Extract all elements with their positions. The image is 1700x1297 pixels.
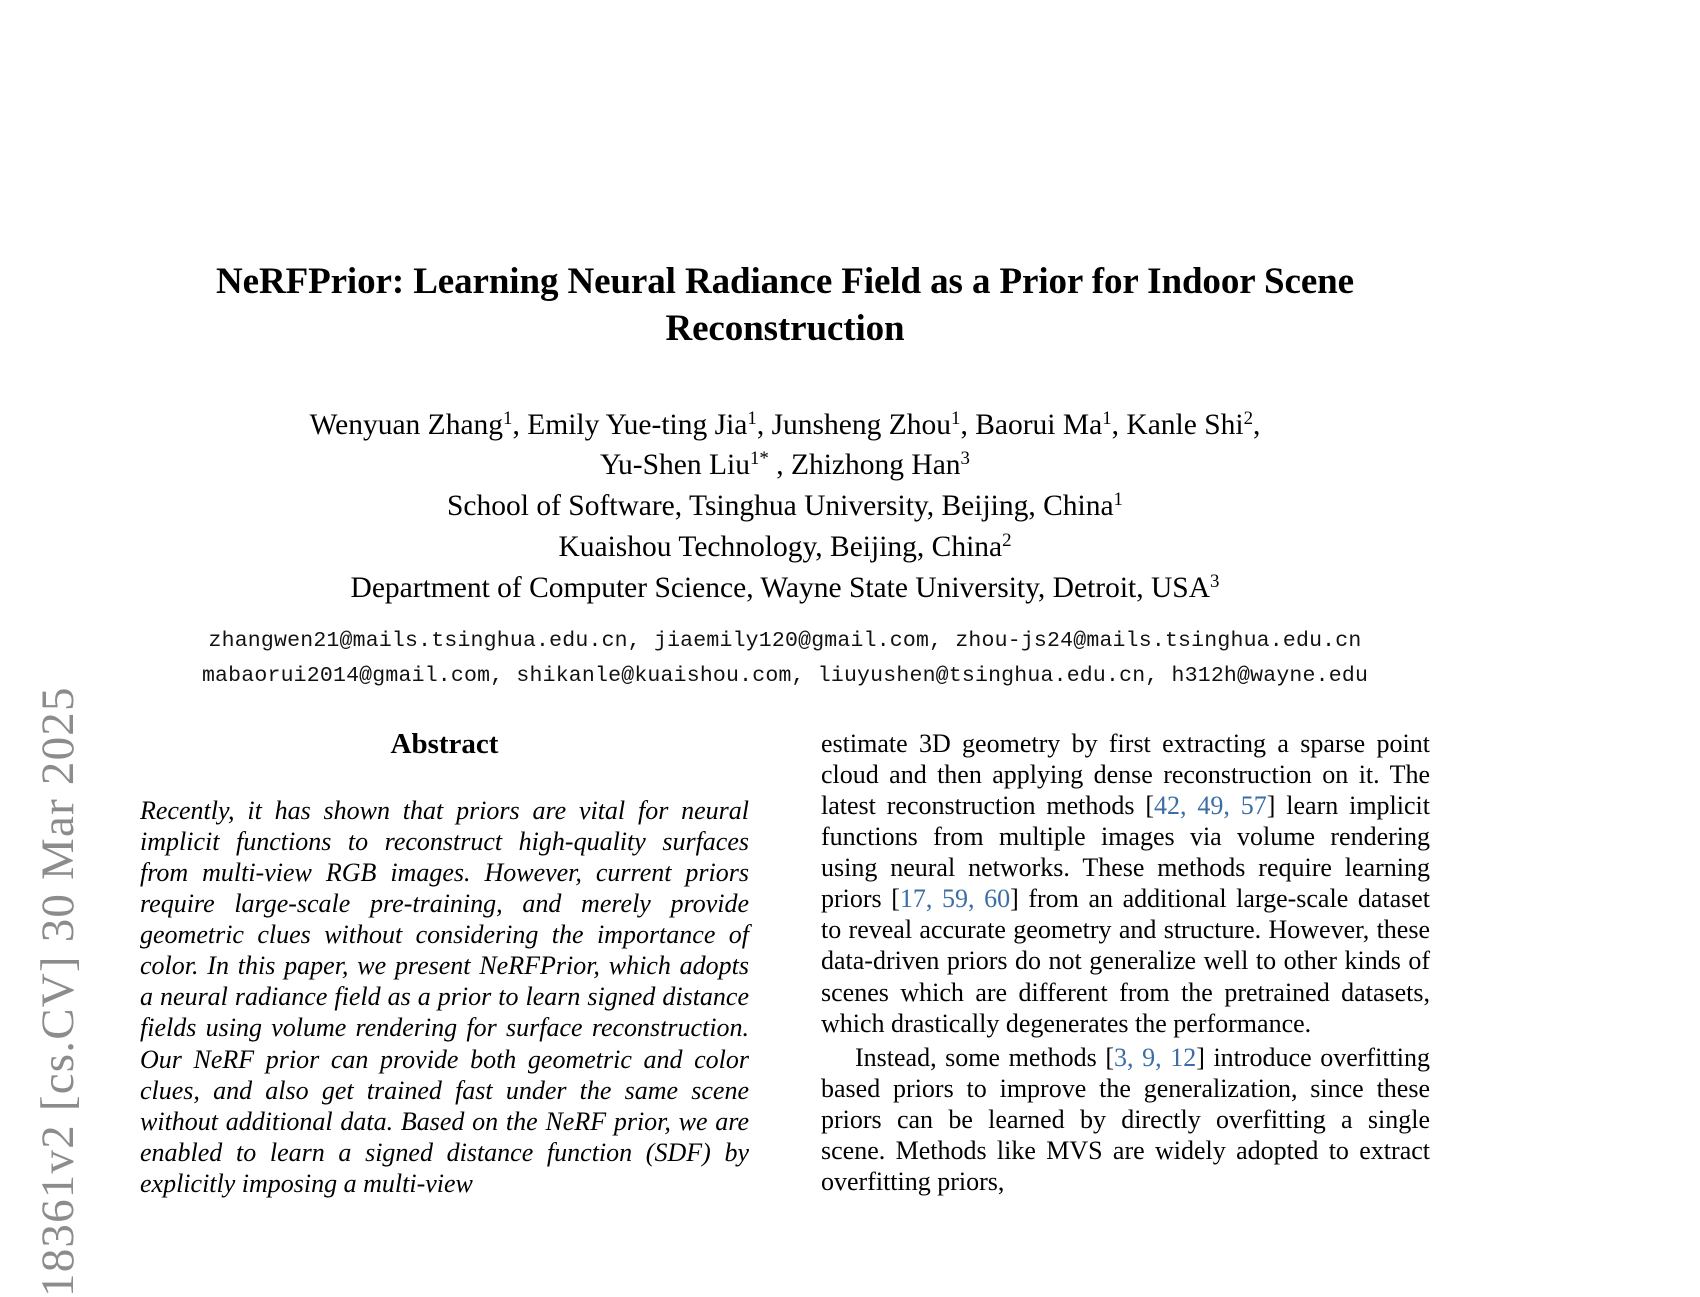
author-line-1: Wenyuan Zhang$^1$, Emily Yue-ting Jia$^1$, Junsheng Zhou$^1$, Baorui Ma$^1$, Kanle Shi$^2$, bbox=[309, 407, 1261, 441]
left-column bbox=[140, 728, 749, 1199]
paragraph-text: estimate 3D geometry by first extracting a sparse point cloud and then applying dense reconstruction on it. The latest reconstruction methods [ bbox=[821, 729, 1430, 821]
citation-link-42-49-57[interactable]: 42, 49, 57 bbox=[1153, 791, 1267, 821]
citation-link-3-9-12[interactable]: 3, 9, 12 bbox=[1114, 1042, 1197, 1072]
author-name: Wenyuan Zhang bbox=[309, 408, 504, 441]
paragraph-text: ] from an additional large-scale dataset to reveal accurate geometry and structure. However, these data-driven priors do not generalize well to other kinds of scenes which are different from the pretrained datasets, which drastically degenerates the performance. bbox=[821, 884, 1430, 1038]
arxiv-identifier-stamp: 18361v2 [cs.CV] 30 Mar 2025 bbox=[32, 686, 84, 1297]
author-affiliation-marker: 1 bbox=[951, 407, 961, 429]
author-affiliation-marker: 2 bbox=[1243, 407, 1253, 429]
author-affiliation-marker: 1 bbox=[747, 407, 757, 429]
author-name: Yu-Shen Liu bbox=[600, 449, 750, 482]
abstract-body: Recently, it has shown that priors are vital for neural implicit functions to reconstruct high-quality surfaces from multi-view RGB images. However, current priors require large-scale pre-training, and merely provide geometric clues without considering the importance of color. In this paper, we present NeRFPrior, which adopts a neural radiance field as a prior to learn signed distance fields using volume rendering for surface reconstruction. Our NeRF prior can provide both geometric and color clues, and also get trained fast under the same scene without additional data. Based on the NeRF prior, we are enabled to learn a signed distance function (SDF) by explicitly imposing a multi-view bbox=[140, 796, 749, 1198]
author-name: Baorui Ma bbox=[975, 408, 1103, 441]
right-column bbox=[821, 728, 1430, 1199]
affiliation-text: School of Software, Tsinghua University, Beijing, China bbox=[447, 490, 1114, 523]
affiliation-text: Department of Computer Science, Wayne State University, Detroit, USA bbox=[350, 571, 1211, 604]
page-title: NeRFPrior: Learning Neural Radiance Field as a Prior for Indoor Scene Reconstruction bbox=[216, 261, 1354, 350]
affiliation-marker: 1 bbox=[1113, 489, 1123, 511]
intro-paragraph-2 bbox=[821, 1042, 1430, 1197]
affiliation-text: Kuaishou Technology, Beijing, China bbox=[558, 530, 1003, 563]
abstract-heading: Abstract bbox=[390, 728, 499, 760]
affiliation-marker: 2 bbox=[1002, 530, 1012, 552]
affiliation-line-1 bbox=[140, 486, 1430, 527]
citation-link-17-59-60[interactable]: 17, 59, 60 bbox=[899, 884, 1011, 914]
paragraph-text: ] introduce overfitting based priors to improve the generalization, since these priors can be learned by directly overfitting a single scene. Methods like MVS are widely adopted to extract overfitting priors, bbox=[821, 1042, 1430, 1196]
affiliation-marker: 3 bbox=[1210, 570, 1220, 592]
affiliation-line-2 bbox=[140, 527, 1430, 568]
email-line-1: zhangwen21@mails.tsinghua.edu.cn, jiaemily120@gmail.com, zhou-js24@mails.tsinghua.edu.cn bbox=[208, 629, 1362, 654]
author-affiliation-marker: 1 bbox=[503, 407, 513, 429]
author-name: Kanle Shi bbox=[1126, 408, 1244, 441]
intro-paragraph-1 bbox=[821, 728, 1430, 1039]
email-line-2: mabaorui2014@gmail.com, shikanle@kuaishou.com, liuyushen@tsinghua.edu.cn, h312h@wayne.edu bbox=[201, 664, 1369, 689]
author-name: Zhizhong Han bbox=[790, 449, 961, 482]
email-block bbox=[140, 624, 1430, 694]
paper-content bbox=[140, 0, 1430, 1275]
affiliation-line-3 bbox=[140, 568, 1430, 609]
author-block bbox=[140, 405, 1430, 609]
title-block bbox=[140, 0, 1430, 353]
paragraph-text: ] learn implicit functions from multiple images via volume rendering using neural networks. These methods require learning priors [ bbox=[821, 791, 1430, 914]
author-affiliation-marker: 1 bbox=[1102, 407, 1112, 429]
paragraph-text: Instead, some methods [ bbox=[855, 1042, 1115, 1072]
author-affiliation-marker: 3 bbox=[960, 448, 970, 470]
author-line-2: Yu-Shen Liu$^{1*}$ , Zhizhong Han$^3$ bbox=[600, 448, 970, 482]
author-affiliation-marker: 1* bbox=[749, 448, 769, 470]
author-name: Emily Yue-ting Jia bbox=[527, 408, 748, 441]
author-name: Junsheng Zhou bbox=[771, 408, 952, 441]
two-column-body bbox=[140, 728, 1430, 1199]
